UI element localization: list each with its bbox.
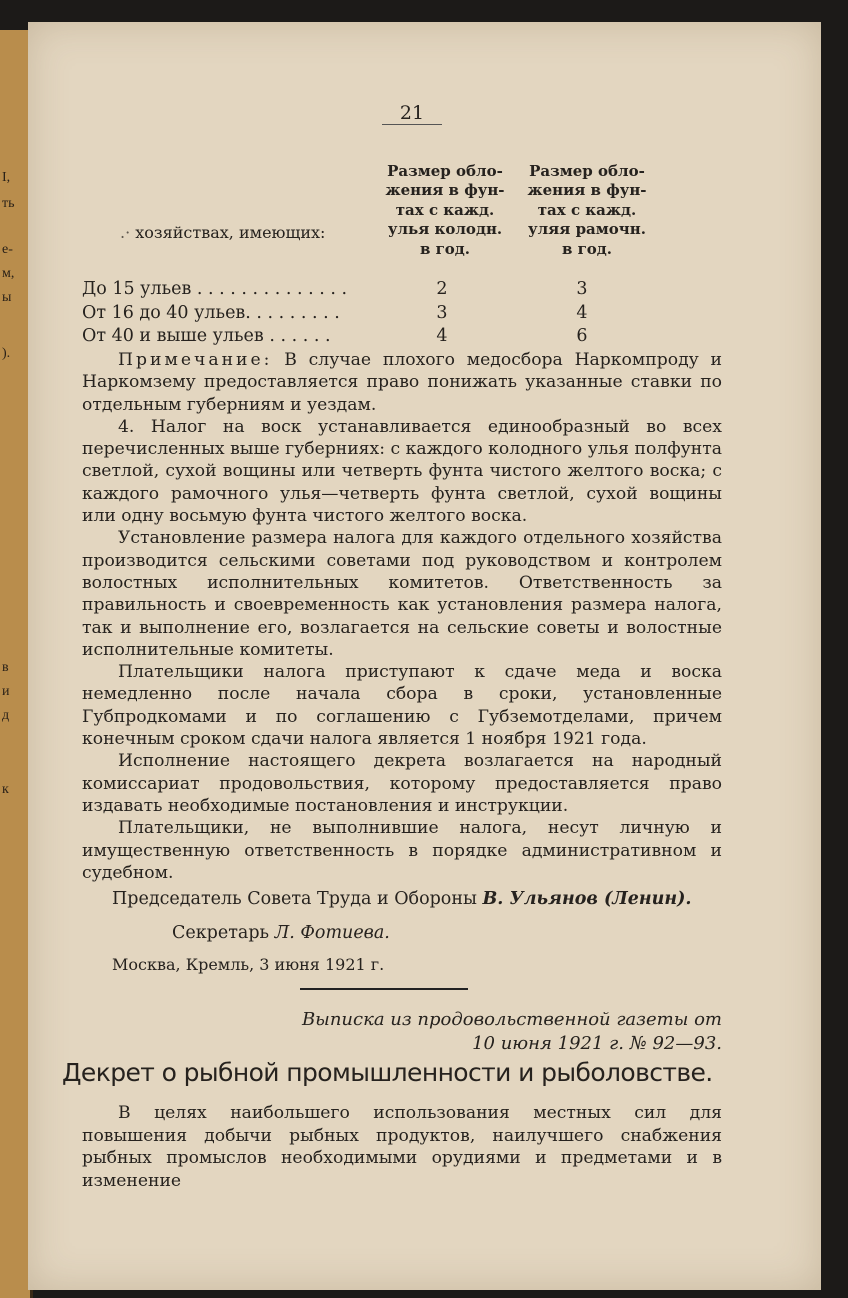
margin-fragment: ).: [2, 346, 11, 361]
note-label: Примечание:: [118, 350, 273, 370]
margin-fragment: м,: [2, 266, 15, 281]
column-header-hive-frame: [522, 162, 652, 259]
row-label: От 16 до 40 ульев. . . . . . . . .: [82, 302, 340, 323]
header-line: уляя рамочн.: [528, 220, 646, 239]
margin-fragment: и: [2, 684, 10, 699]
header-line: Размер обло-: [529, 162, 645, 180]
chair-signature: [112, 888, 732, 910]
margin-fragment: в: [2, 660, 9, 675]
source-citation: [252, 1008, 722, 1056]
margin-fragment: ть: [2, 196, 15, 211]
note-text: В случае плохого медосбора Наркомпроду и Наркомзему предоставляется право понижать указанные ставки по отдельным губерниям и уездам.: [82, 350, 722, 415]
paragraph: 4. Налог на воск устанавливается единообразный во всех перечисленных выше губерниях: с каждого колодного улья полфунта светлой, сухой вощины или четверть фунта чистого желтого воска; с каждого рамочного улья—четверть фунта светлой, сухой вощины или одну восьмую фунта чистого желтого воска.: [82, 416, 722, 527]
document-page: [28, 22, 821, 1290]
margin-fragment: д: [2, 708, 10, 723]
tax-table-header: [82, 162, 722, 272]
source-line: Выписка из продовольственной газеты от: [301, 1009, 722, 1030]
table-row: [82, 278, 722, 302]
margin-fragment: I,: [2, 170, 11, 185]
section-divider: [300, 988, 468, 990]
row-header-text: хозяйствах, имеющих:: [135, 223, 326, 242]
paragraph: Плательщики налога приступают к сдаче меда и воска немедленно после начала сбора в сроки, установленные Губпродкомами и по соглашению с Губземотделами, причем конечным сроком сдачи налога является 1 ноября 1921 года.: [82, 662, 722, 750]
page-number: 21: [399, 102, 425, 124]
secretary-signature: [172, 922, 692, 944]
tax-table-rows: [82, 278, 722, 349]
header-line: в год.: [419, 239, 471, 258]
table-row: [82, 325, 722, 349]
row-value-log: 4: [436, 326, 448, 346]
paragraph: Установление размера налога для каждого отдельного хозяйства производится сельскими советами под руководством и контролем волостных исполнительных комитетов. Ответственность за правильность и своевременность как установления размера налога, так и выполнение его, возлагается на сельские советы и волостные исполнительные комитеты.: [82, 528, 722, 660]
table-row: [82, 302, 722, 326]
decree-body: [82, 349, 722, 884]
chair-name: В. Ульянов (Ленин).: [482, 889, 692, 909]
header-line: в год.: [561, 239, 613, 258]
margin-fragment: ы: [2, 290, 12, 305]
row-value-log: 3: [436, 302, 448, 323]
margin-fragment: к: [2, 782, 9, 797]
row-label: От 40 и выше ульев . . . . . .: [82, 326, 331, 346]
header-line: улья колодн.: [387, 220, 503, 239]
paragraph: В целях наибольшего использования местных сил для повышения добычи рыбных продуктов, наилучшего снабжения рыбных промыслов необходимыми орудиями и предметами и в изменение: [82, 1103, 722, 1191]
place-and-date: Москва, Кремль, 3 июня 1921 г.: [112, 955, 385, 974]
header-line: жения в фун-: [385, 181, 505, 200]
row-value-frame: 3: [576, 279, 588, 299]
row-value-log: 2: [436, 279, 448, 299]
column-header-hive-log: [380, 162, 510, 259]
header-line: жения в фун-: [527, 181, 647, 200]
paragraph: Плательщики, не выполнившие налога, несут личную и имущественную ответственность в порядке административном и судебном.: [82, 818, 722, 883]
decree-opening: [82, 1102, 722, 1192]
table-row-header: [120, 222, 370, 244]
row-label: До 15 ульев . . . . . . . . . . . . . .: [82, 279, 348, 299]
note-paragraph: [82, 349, 722, 416]
row-value-frame: 6: [576, 326, 588, 346]
secretary-title: Секретарь: [172, 923, 270, 943]
header-line: Размер обло-: [387, 162, 503, 180]
decree-title: Декрет о рыбной промышленности и рыболовстве.: [62, 1058, 713, 1087]
ink-mark: .·: [120, 223, 136, 242]
row-value-frame: 4: [576, 302, 588, 323]
chair-title: Председатель Совета Труда и Обороны: [112, 889, 477, 909]
page-number-underline: [382, 124, 442, 125]
paragraph: Исполнение настоящего декрета возлагается на народный комиссариат продовольствия, которому предоставляется право издавать необходимые постановления и инструкции.: [82, 751, 722, 816]
secretary-name: Л. Фотиева.: [274, 923, 390, 943]
header-line: тах с кажд.: [537, 200, 637, 219]
margin-fragment: е-: [2, 242, 13, 257]
header-line: тах с кажд.: [395, 200, 495, 219]
source-line: 10 июня 1921 г. № 92—93.: [472, 1033, 722, 1054]
